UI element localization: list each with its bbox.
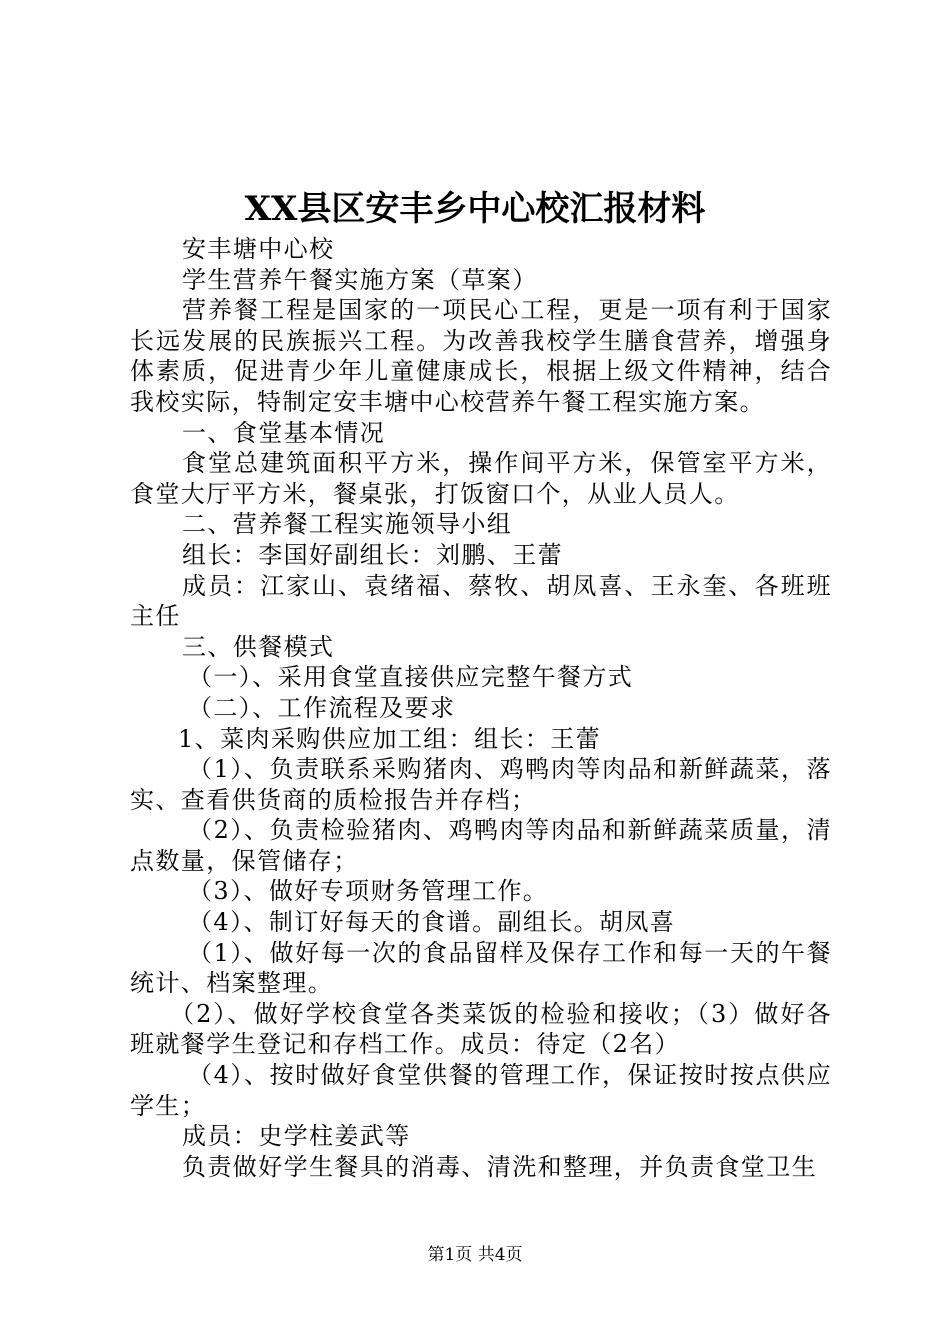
list-item-4: （4）、制订好每天的食谱。副组长。胡凤喜	[188, 908, 676, 937]
list-item-5: （1）、做好每一次的食品留样及保存工作和每一天的午餐统计、档案整理。	[130, 938, 832, 998]
section-heading-leadership: 二、营养餐工程实施领导小组	[182, 510, 513, 539]
paragraph-members-2: 成员：史学柱姜武等	[182, 1122, 411, 1151]
subsection-one: （一）、采用食堂直接供应完整午餐方式	[188, 663, 634, 692]
paragraph-purchase-group: 1、菜肉采购供应加工组：组长：王蕾	[178, 724, 602, 753]
paragraph-canteen-info: 食堂总建筑面积平方米，操作间平方米，保管室平方米，食堂大厅平方米，餐桌张，打饭窗口个，从业人员人。	[130, 449, 832, 508]
section-heading-canteen: 一、食堂基本情况	[182, 418, 386, 447]
subsection-two: （二）、工作流程及要求	[188, 693, 456, 722]
list-item-2: （2）、负责检验猪肉、鸡鸭肉等肉品和新鲜蔬菜质量，清点数量，保管储存；	[130, 816, 832, 875]
paragraph-intro: 营养餐工程是国家的一项民心工程，更是一项有利于国家长远发展的民族振兴工程。为改善我校学生膳食营养，增强身体素质，促进青少年儿童健康成长，根据上级文件精神，结合我校实际，特制定安丰塘中心校营养午餐工程实施方案。	[130, 296, 832, 416]
paragraph-plan-title: 学生营养午餐实施方案（草案）	[182, 265, 538, 294]
paragraph-group-leader: 组长：李国好副组长：刘鹏、王蕾	[182, 540, 563, 569]
list-item-3: （3）、做好专项财务管理工作。	[188, 877, 549, 906]
list-item-6: （2）、做好学校食堂各类菜饭的检验和接收；（3）做好各班就餐学生登记和存档工作。成员：待定（2名）	[130, 999, 832, 1059]
paragraph-duties: 负责做好学生餐具的消毒、清洗和整理，并负责食堂卫生	[182, 1152, 817, 1181]
paragraph-school-name: 安丰塘中心校	[182, 235, 335, 263]
list-item-7: （4）、按时做好食堂供餐的管理工作，保证按时按点供应学生；	[130, 1061, 832, 1120]
document-body	[130, 234, 832, 1182]
list-item-1: （1）、负责联系采购猪肉、鸡鸭肉等肉品和新鲜蔬菜，落实、查看供货商的质检报告并存档；	[130, 755, 832, 814]
document-title: XX县区安丰乡中心校汇报材料	[244, 189, 706, 229]
page-footer: 第1页 共4页	[427, 1245, 523, 1265]
section-heading-mode: 三、供餐模式	[182, 632, 335, 661]
paragraph-group-members: 成员：江家山、袁绪福、蔡牧、胡凤喜、王永奎、各班班主任	[130, 571, 832, 631]
